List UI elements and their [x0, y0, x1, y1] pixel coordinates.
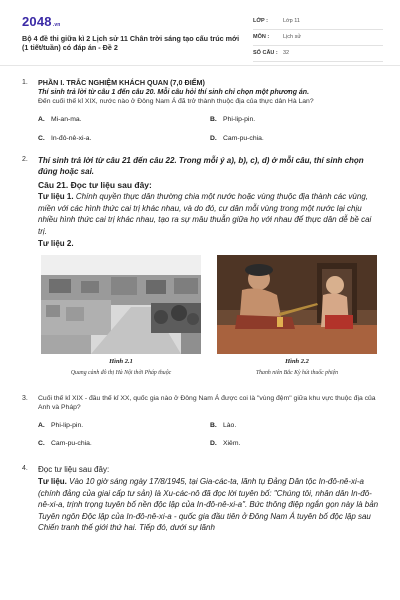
- meta-grade: LỚP : Lớp 11: [253, 14, 383, 30]
- answer-options: [38, 115, 380, 142]
- exam-content: [0, 66, 400, 534]
- question-1: [22, 78, 380, 143]
- option-c[interactable]: C. Cam-pu-chia.: [38, 440, 92, 448]
- figure-caption: Thanh niên Bắc Kỳ hút thuốc phiện: [255, 369, 339, 376]
- figure-2-1: [38, 255, 204, 378]
- option-a[interactable]: A. Phi-lip-pin.: [38, 422, 84, 430]
- sub-question-title: Câu 21. Đọc tư liệu sau đây:: [38, 179, 152, 190]
- source-intro: Đọc tư liệu sau đây:: [38, 465, 110, 475]
- document-title: Bộ 4 đề thi giữa kì 2 Lịch sử 11 Chân trời sáng tạo cấu trúc mới (1 tiết/tuần) có đáp án - Đề 2: [22, 33, 240, 52]
- part-instruction: Thí sinh trả lời từ câu 21 đến câu 22. Trong mỗi ý a), b), c), d) ở mỗi câu, thí sinh chọn đúng hoặc sai.: [38, 155, 364, 177]
- question-number: 1.: [22, 79, 28, 86]
- figures: [38, 255, 380, 378]
- question-number: 2.: [22, 155, 28, 163]
- question-4: [22, 464, 380, 534]
- option-b[interactable]: B. Lào.: [210, 422, 237, 430]
- source-2-label: Tư liệu 2.: [38, 238, 74, 248]
- figure-caption: Quang cảnh đô thị Hà Nội thời Pháp thuộc: [70, 369, 172, 376]
- question-stem: Cuối thế kỉ XIX - đầu thế kỉ XX, quốc gia nào ở Đông Nam Á được coi là "vùng đệm" giữa khu vực thuộc địa của Anh và Pháp?: [38, 394, 376, 411]
- option-b[interactable]: B. Phi-lip-pin.: [210, 116, 256, 124]
- figure-2-2: [214, 255, 380, 378]
- question-number: 3.: [22, 394, 28, 402]
- page-header: [0, 0, 400, 66]
- meta-question-count: SỐ CÂU : 32: [253, 46, 383, 62]
- hanoi-street-photo: [41, 255, 201, 354]
- part-heading: PHẦN I. TRẮC NGHIỆM KHÁCH QUAN (7,0 ĐIỂM): [38, 78, 205, 87]
- option-d[interactable]: D. Xiêm.: [210, 440, 241, 448]
- meta-info: [253, 14, 383, 62]
- part-instruction: Thí sinh trả lời từ câu 1 đến câu 20. Mỗi câu hỏi thí sinh chỉ chọn một phương án.: [38, 88, 310, 96]
- opium-smokers-photo: [217, 255, 377, 354]
- answer-options: [38, 421, 380, 448]
- figure-number: Hình 2.1: [109, 358, 133, 366]
- option-c[interactable]: C. In-đô-nê-xi-a.: [38, 134, 92, 142]
- source-1: Tư liệu 1. Chính quyền thực dân thường chia một nước hoặc vùng thuộc địa thành các vùng, miền với các hình thức cai trị khác nhau, và do đó, cư dân mỗi vùng trong một nước lại chịu nhiều hình thức cai trị khác nhau, tạo ra sự mâu thuẫn giữa họ với nhau để thực dân dễ bề cai trị.: [38, 192, 372, 236]
- question-number: 4.: [22, 465, 28, 473]
- question-3: [22, 394, 380, 449]
- question-stem: Đến cuối thế kỉ XIX, nước nào ở Đông Nam Á đã trở thành thuộc địa của thực dân Hà Lan?: [38, 98, 314, 106]
- option-a[interactable]: A. Mi-an-ma.: [38, 116, 82, 124]
- option-d[interactable]: D. Cam-pu-chia.: [210, 134, 264, 142]
- source-text: Tư liệu. Vào 10 giờ sáng ngày 17/8/1945, tại Gia-các-ta, lãnh tụ Đảng Dân tộc In-đô-nê-xi-a (chính đảng của giai cấp tư sản) là Xu-các-nô đã đọc lời tuyên bố: "Chúng tôi, nhân dân In-đô-nê-xi-a, trịnh trọng tuyên bố nền độc lập của In-đô-nê-xi-a". Bức thông điệp ngắn gọn này là bản Tuyên ngôn Độc lập của In-đô-nê-xi-a - quốc gia đầu tiên ở Đông Nam Á tuyên bố độc lập sau Chiến tranh thế giới thứ hai. Tiếp đó, dưới sự lãnh: [38, 477, 379, 533]
- meta-subject: MÔN : Lịch sử: [253, 30, 383, 46]
- site-logo[interactable]: 2048.vn: [22, 14, 61, 29]
- figure-number: Hình 2.2: [285, 358, 309, 366]
- question-2: [22, 155, 380, 378]
